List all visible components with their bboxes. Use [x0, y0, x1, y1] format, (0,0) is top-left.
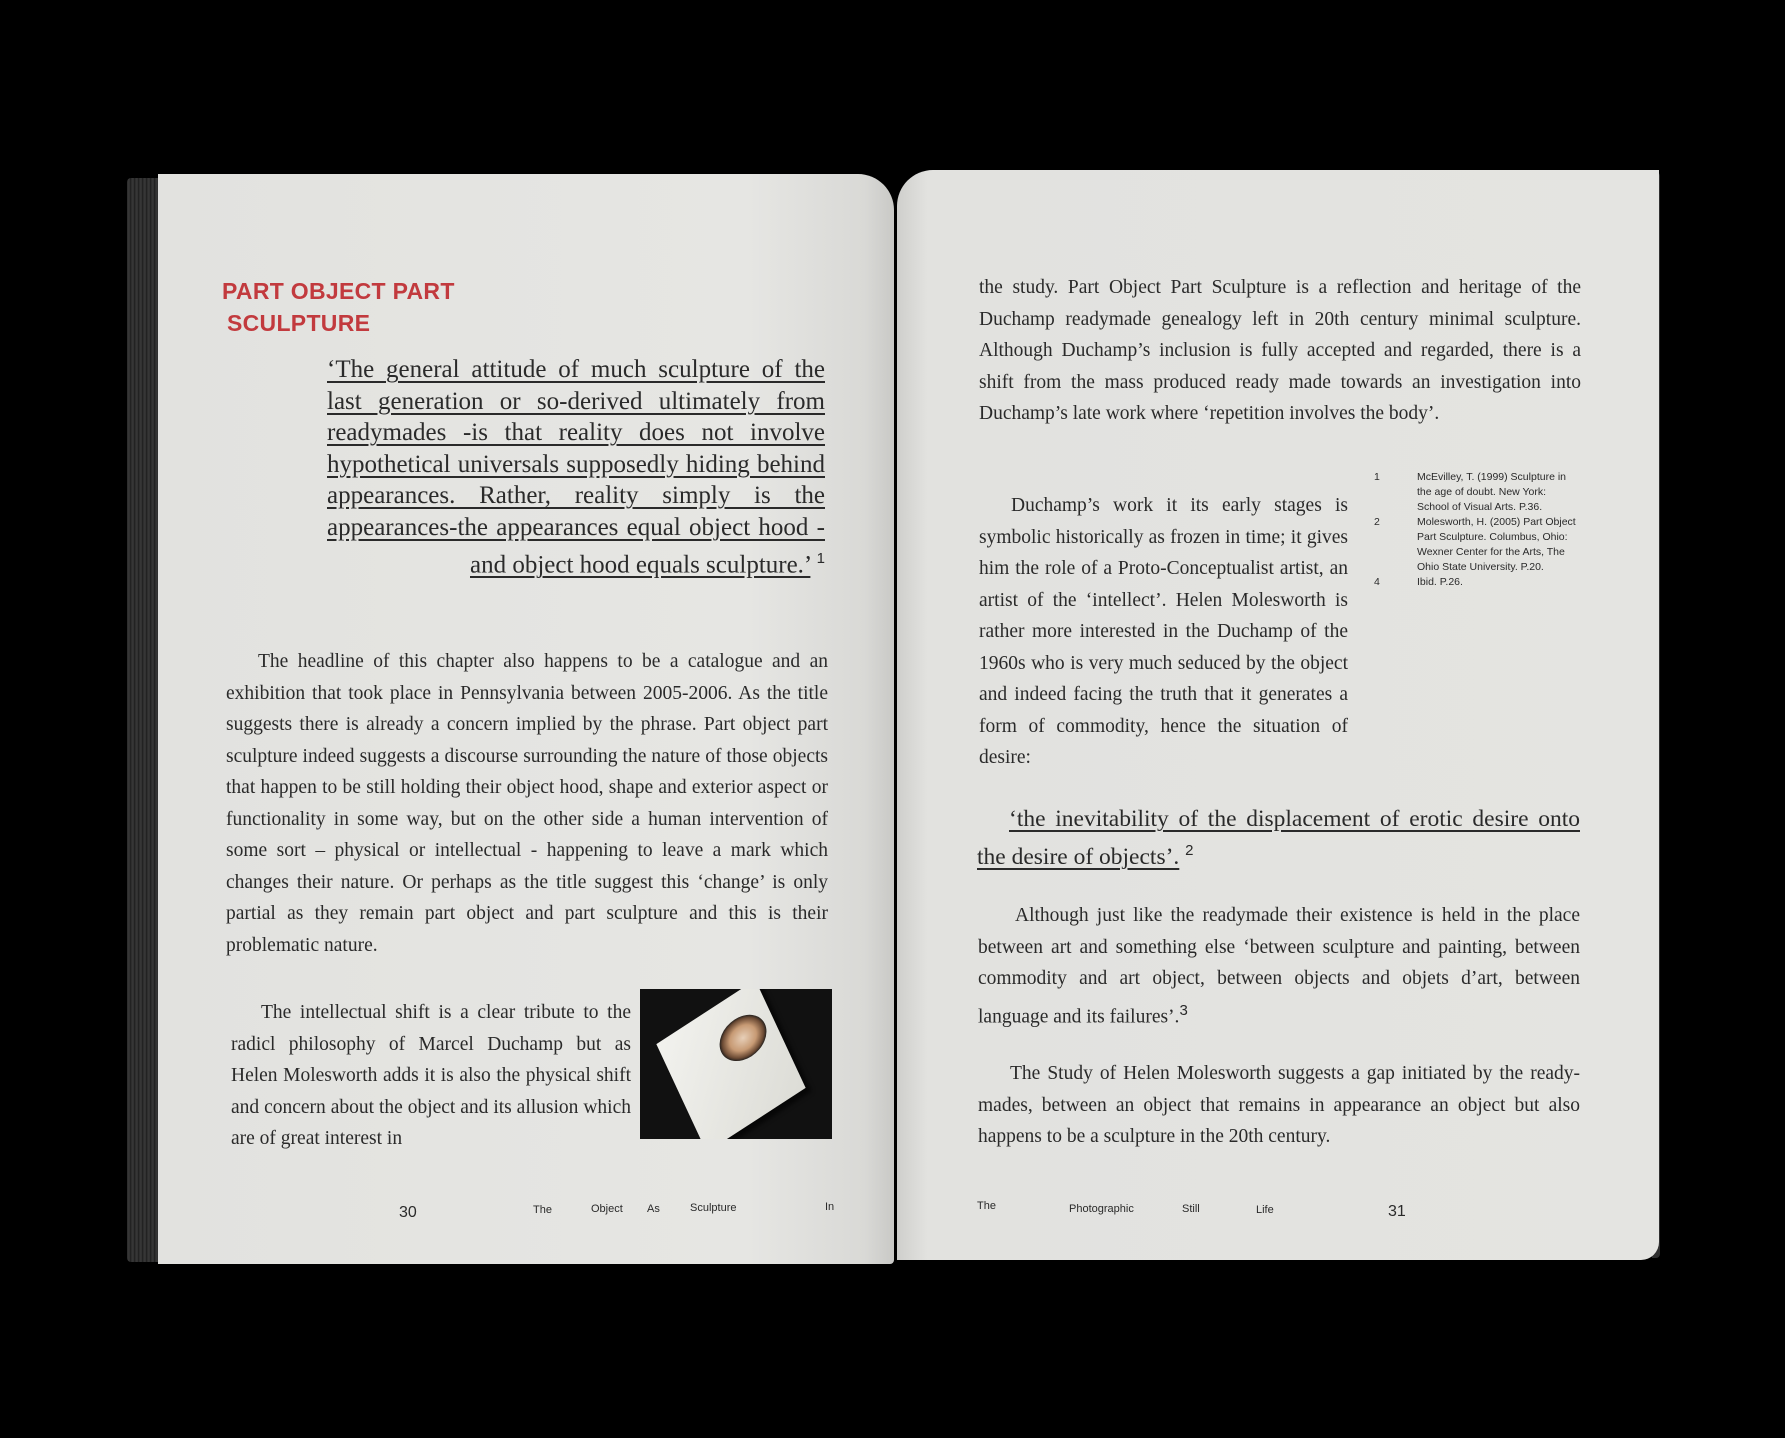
left-quote-footnote-ref: 1 — [816, 550, 825, 567]
left-footer-word-1: The — [533, 1204, 552, 1216]
right-quote-footnote-ref: 2 — [1185, 842, 1194, 859]
right-paragraph-3-text: Although just like the readymade their existence is held in the place between art and something else ‘between sculpture and painting, between commodity and art object, between objects and objets d’art, between language and its failures’. — [978, 905, 1580, 1027]
left-paragraph-2: The intellectual shift is a clear tribute to the radicl philosophy of Marcel Duchamp but as Helen Molesworth adds it is also the physical shift and concern about the object and its allusion which are of great interest in — [231, 1002, 631, 1149]
footnote-1-text: McEvilley, T. (1999) Sculpture in the age of doubt. New York: School of Visual Arts. P.36. — [1417, 471, 1567, 513]
right-paragraph-4: The Study of Helen Molesworth suggests a gap initiated by the ready-mades, between an object that remains in appearance an object but also happens to be a sculpture in the 20th century. — [978, 1063, 1580, 1147]
footnote-4-number: 4 — [1374, 576, 1380, 588]
footnotes — [1370, 470, 1580, 590]
footnote-2-text: Molesworth, H. (2005) Part Object Part Sculpture. Columbus, Ohio: Wexner Center for the Arts, The Ohio State University. P.20. — [1417, 516, 1576, 573]
right-paragraph-3-footnote-ref: 3 — [1179, 1001, 1188, 1019]
right-footer-word-1: The — [977, 1200, 996, 1212]
footnote-1-number: 1 — [1374, 471, 1380, 483]
footnote-1 — [1370, 470, 1580, 515]
left-footer-word-4: Sculpture — [690, 1202, 737, 1214]
right-paragraph-2: Duchamp’s work it its early stages is symbolic historically as frozen in time; it gives him the role of a Proto-Conceptualist artist, an artist of the ‘intellect’. Helen Molesworth is rather more interested in the Duchamp of the 1960s who is very much seduced by the object and indeed facing the truth that it generates a form of commodity, hence the situation of desire: — [979, 495, 1348, 768]
chapter-heading — [222, 275, 455, 339]
right-block-quote — [977, 804, 1580, 873]
footnote-4 — [1370, 575, 1580, 590]
white-box-object — [656, 989, 805, 1139]
chapter-heading-line-1: PART OBJECT PART — [222, 278, 455, 304]
footnote-4-text: Ibid. P.26. — [1417, 576, 1463, 588]
sculpture-photo — [640, 989, 832, 1139]
right-quote-text: ‘the inevitability of the displacement of erotic desire onto the desire of objects’. — [977, 806, 1580, 870]
left-footer-word-3: As — [647, 1203, 660, 1215]
left-paragraph-1: The headline of this chapter also happens to be a catalogue and an exhibition that took place in Pennsylvania between 2005-2006. As the title suggests there is already a concern implied by the phrase. Part object part sculpture indeed suggests a discourse surrounding the nature of those objects that happen to be still holding their object hood, shape and exterior aspect or functionality in some way, but on the other side a human intervention of some sort – physical or intellectual - happening to leave a mark which changes their nature. Or perhaps as the title suggest this ‘change’ is only partial as they remain part object and part sculpture and this is their problematic nature. — [226, 651, 828, 956]
right-footer-word-3: Still — [1182, 1203, 1200, 1215]
chapter-heading-line-2: SCULPTURE — [227, 310, 371, 336]
right-paragraph-1: the study. Part Object Part Sculpture is a reflection and heritage of the Duchamp readymade genealogy left in 20th century minimal sculpture. Although Duchamp’s inclusion is fully accepted and regarded, there is a shift from the mass produced ready made towards an investigation into Duchamp’s late work where ‘repetition involves the body’. — [979, 277, 1581, 424]
left-quote-text: ‘The general attitude of much sculpture of the last generation or so-derived ultimately from readymades -is that reality does not involve hypothetical universals supposedly hiding behind appearances. Rather, reality simply is the appearances-the appearances equal object hood -and object hood equals sculpture.’ — [327, 356, 825, 579]
right-footer-word-2: Photographic — [1069, 1203, 1134, 1215]
footnote-2-number: 2 — [1374, 516, 1380, 528]
left-footer-word-2: Object — [591, 1203, 623, 1215]
footnote-2 — [1370, 515, 1580, 575]
disc-object — [713, 1005, 774, 1070]
left-block-quote — [327, 354, 825, 581]
right-paragraph-3 — [978, 900, 1580, 1033]
left-page-number: 30 — [399, 1204, 417, 1221]
left-footer-word-5: In — [825, 1201, 835, 1213]
right-page-number: 31 — [1388, 1203, 1406, 1220]
right-footer-word-4: Life — [1256, 1204, 1274, 1216]
